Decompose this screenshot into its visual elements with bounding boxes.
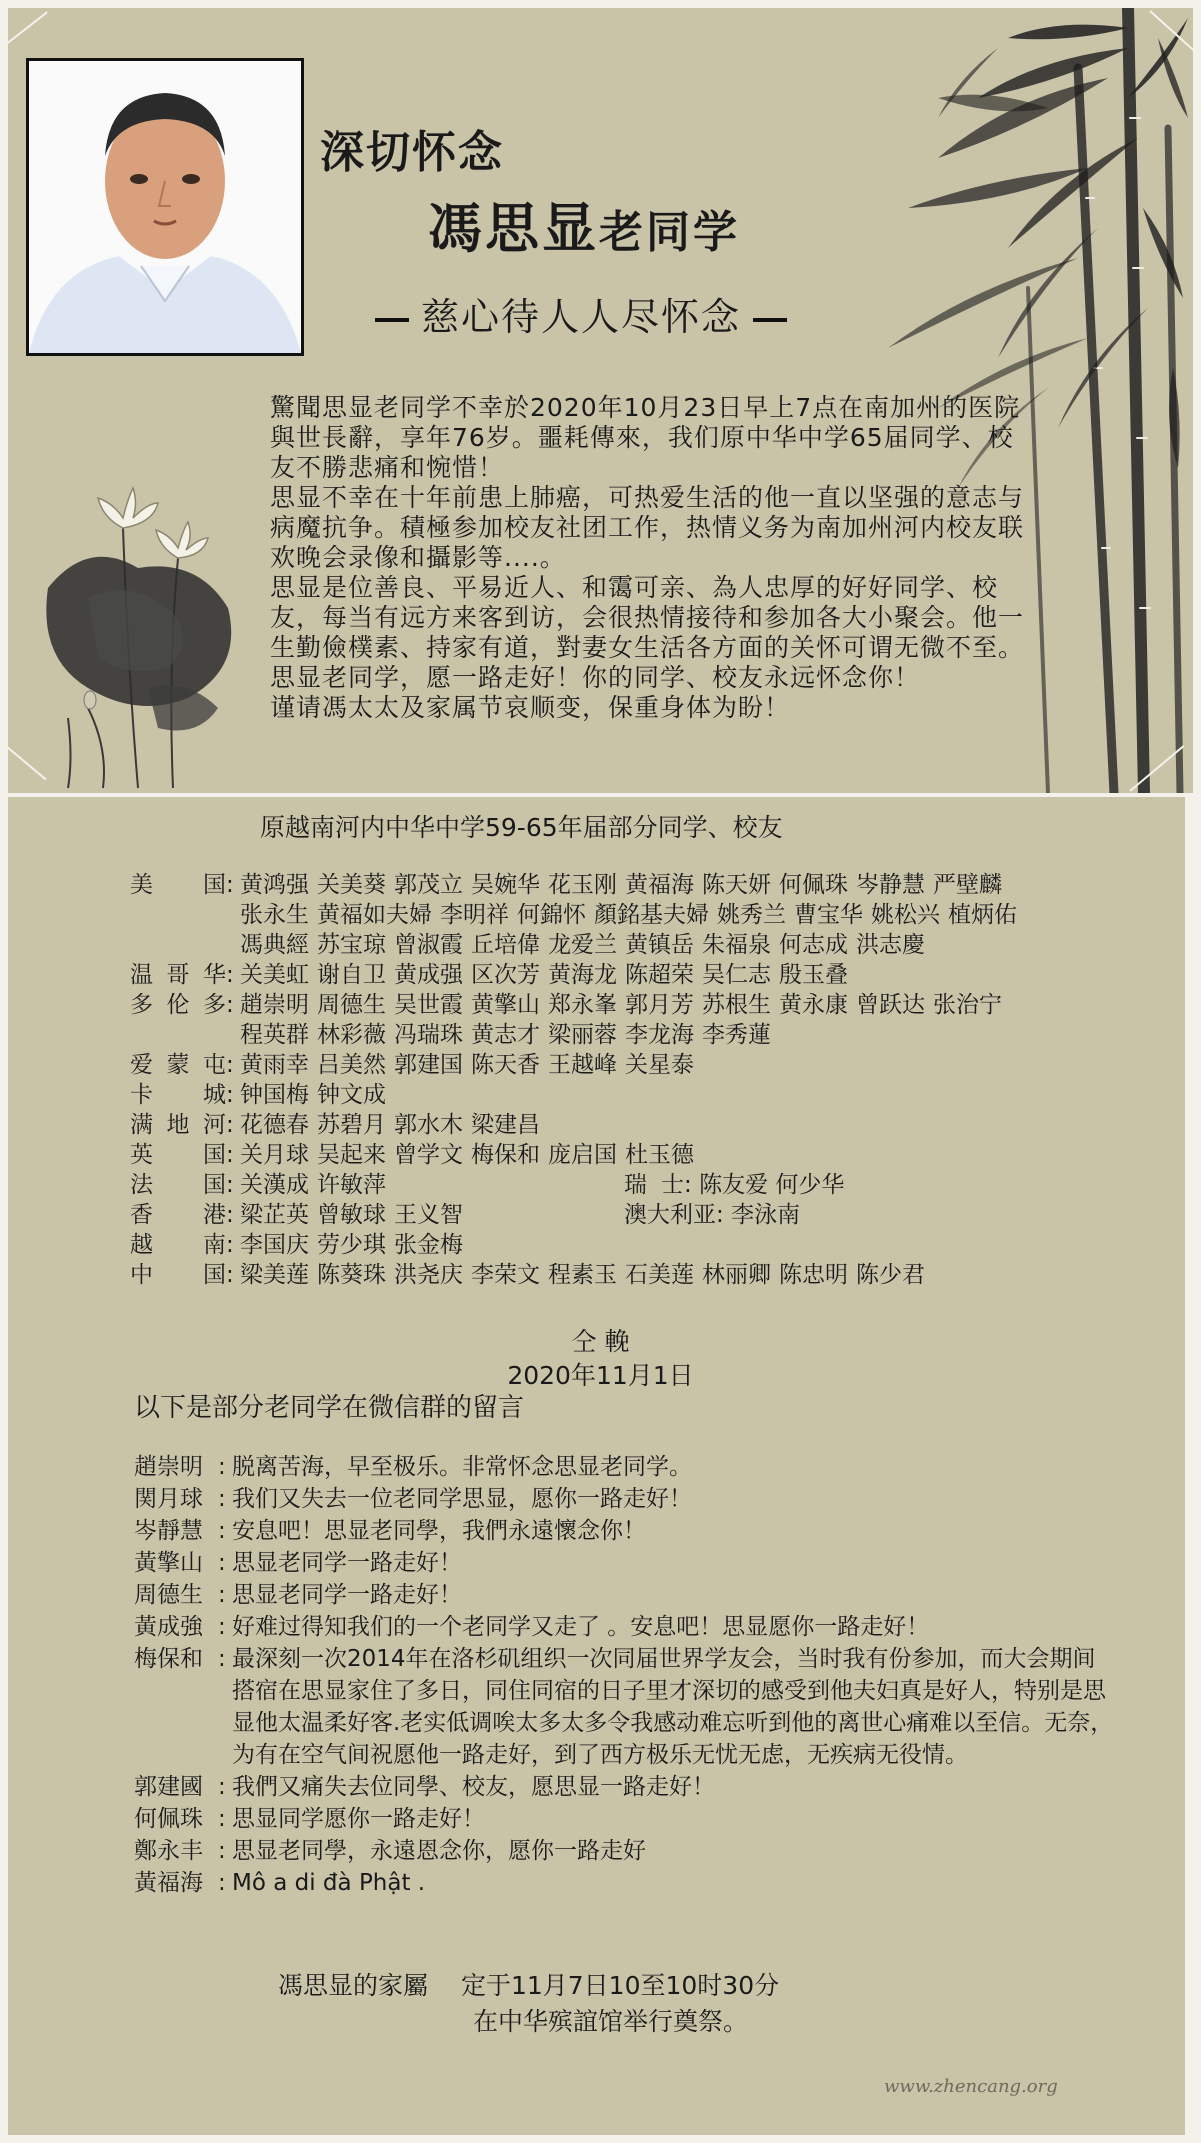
roster-name: 关美葵 <box>317 872 386 898</box>
message-colon: : <box>218 1518 226 1544</box>
roster-name: 黄雨幸 <box>240 1052 309 1078</box>
roster-city: 澳大利亚 <box>624 1202 716 1228</box>
roster-row <box>130 1110 1130 1140</box>
roster-name: 谢自卫 <box>317 962 386 988</box>
roster-city: 爱蒙屯 <box>130 1052 226 1078</box>
message-text: 脱离苦海，早至极乐。非常怀念思显老同学。 <box>232 1454 692 1480</box>
roster-name: 曹宝华 <box>794 902 863 928</box>
roster-colon: : <box>716 1202 732 1228</box>
roster-name: 花德春 <box>240 1112 309 1138</box>
roster-name: 陈友爱 <box>699 1172 769 1198</box>
intro-paragraph: 谨请馮太太及家属节哀顺变，保重身体为盼！ <box>270 693 791 722</box>
message-item <box>134 1835 1114 1867</box>
dash-right <box>753 318 787 322</box>
roster-name: 郭茂立 <box>394 872 463 898</box>
roster-name: 吴起来 <box>317 1142 386 1168</box>
roster-name: 曾学文 <box>394 1142 463 1168</box>
message-text: 我們又痛失去位同學、校友，愿思显一路走好！ <box>232 1774 715 1800</box>
message-colon: : <box>218 1614 226 1640</box>
message-item <box>134 1515 1114 1547</box>
roster-name: 曾敏球 <box>317 1202 386 1228</box>
roster-names <box>240 1260 1130 1290</box>
roster-name: 曾淑霞 <box>394 932 463 958</box>
message-item <box>134 1451 1114 1483</box>
message-text: 思显老同學，永遠恩念你，愿你一路走好 <box>232 1838 646 1864</box>
roster-name: 梅保和 <box>471 1142 540 1168</box>
roster-row <box>130 1140 1130 1170</box>
roster-name: 关漢成 <box>240 1172 309 1198</box>
roster-name: 严壁麟 <box>933 872 1002 898</box>
message-item <box>134 1547 1114 1579</box>
message-item <box>134 1771 1114 1803</box>
message-author: 周德生 <box>134 1582 203 1608</box>
roster-title: 原越南河内中华中学59-65年届部分同学、校友 <box>260 813 783 842</box>
message-author: 関月球 <box>134 1486 203 1512</box>
roster-row <box>130 900 1130 930</box>
roster-name: 吴婉华 <box>471 872 540 898</box>
roster-name: 馮典經 <box>240 932 309 958</box>
roster-city <box>130 1020 226 1050</box>
roster-colon <box>226 900 240 930</box>
roster-name: 吴仁志 <box>702 962 771 988</box>
message-item <box>134 1611 1114 1643</box>
message-text: 我们又失去一位老同学思显，愿你一路走好！ <box>232 1486 692 1512</box>
message-colon: : <box>218 1646 226 1672</box>
roster-name: 何少华 <box>775 1172 845 1198</box>
roster-city: 越南 <box>130 1232 226 1258</box>
site-watermark: www.zhencang.org <box>884 2076 1058 2097</box>
roster-names <box>240 1230 1130 1260</box>
subtitle <box>363 286 799 341</box>
roster-row <box>130 1260 1130 1290</box>
roster-name: 黄镇岳 <box>625 932 694 958</box>
title-remembrance: 深切怀念 <box>320 127 504 178</box>
roster-name: 张永生 <box>240 902 309 928</box>
roster-name: 关美虹 <box>240 962 309 988</box>
roster-name: 黄鸿强 <box>240 872 309 898</box>
message-author: 黃成強 <box>134 1614 203 1640</box>
roster-name: 梁建昌 <box>471 1112 540 1138</box>
roster-name: 王义智 <box>394 1202 463 1228</box>
message-item <box>134 1483 1114 1515</box>
roster-name: 郑永峯 <box>548 992 617 1018</box>
roster-colon: : <box>684 1172 700 1198</box>
message-author: 何佩珠 <box>134 1806 203 1832</box>
message-colon: : <box>218 1838 226 1864</box>
roster-name: 郭建国 <box>394 1052 463 1078</box>
dash-left <box>375 318 409 322</box>
roster-colon <box>226 930 240 960</box>
roster-city: 法国 <box>130 1172 226 1198</box>
message-colon: : <box>218 1550 226 1576</box>
roster-colon: : <box>226 872 234 898</box>
roster-name: 丘培偉 <box>471 932 540 958</box>
roster-name: 岑静慧 <box>856 872 925 898</box>
roster-city: 英国 <box>130 1142 226 1168</box>
intro-paragraph: 思显老同学，愿一路走好！你的同学、校友永远怀念你！ <box>270 663 921 692</box>
roster-names <box>240 1110 1130 1140</box>
roster-name: 林彩薇 <box>317 1022 386 1048</box>
roster-name: 梁芷英 <box>240 1202 309 1228</box>
title-suffix: 老同学 <box>599 207 740 258</box>
roster-name: 陈忠明 <box>779 1262 848 1288</box>
signoff-date: 2020年11月1日 <box>507 1361 694 1390</box>
message-author: 黃擎山 <box>134 1550 203 1576</box>
intro-paragraph: 思显不幸在十年前患上肺癌，可热爱生活的他一直以坚强的意志与病魔抗争。積極参加校友社团工作，热情义务为南加州河内校友联欢晚会录像和攝影等....。 <box>270 483 1025 572</box>
roster-name: 黄永康 <box>779 992 848 1018</box>
message-text: 思显同学愿你一路走好！ <box>232 1806 485 1832</box>
roster-name: 趙崇明 <box>240 992 309 1018</box>
roster-name: 郭水木 <box>394 1112 463 1138</box>
roster-name: 李明祥 <box>440 902 509 928</box>
roster-name: 吕美然 <box>317 1052 386 1078</box>
roster-city: 多伦多 <box>130 992 226 1018</box>
message-item <box>134 1579 1114 1611</box>
roster-name: 吴世霞 <box>394 992 463 1018</box>
message-author: 趙崇明 <box>134 1454 203 1480</box>
roster-australia <box>624 1200 800 1230</box>
roster-city: 温哥华 <box>130 962 226 988</box>
roster-name: 区次芳 <box>471 962 540 988</box>
roster-name: 李泳南 <box>731 1202 801 1228</box>
roster-name: 周德生 <box>317 992 386 1018</box>
message-text: 安息吧！思显老同學，我們永遠懷念你！ <box>232 1518 646 1544</box>
roster-name: 曾跃达 <box>856 992 925 1018</box>
roster-name: 苏宝琼 <box>317 932 386 958</box>
message-author: 梅保和 <box>134 1646 203 1672</box>
deceased-name: 馮思显 <box>428 197 599 260</box>
roster-name: 姚秀兰 <box>717 902 786 928</box>
roster-row <box>130 930 1130 960</box>
roster-name: 李荣文 <box>471 1262 540 1288</box>
roster-name: 郭月芳 <box>625 992 694 1018</box>
roster-names <box>240 900 1130 930</box>
roster-name: 李龙海 <box>625 1022 694 1048</box>
roster-colon: : <box>226 1142 234 1168</box>
roster-name: 王越峰 <box>548 1052 617 1078</box>
roster-row <box>130 1080 1130 1110</box>
roster-row <box>130 1230 1130 1260</box>
roster-name: 何志成 <box>779 932 848 958</box>
roster-city: 卡城 <box>130 1082 226 1108</box>
roster-name: 李国庆 <box>240 1232 309 1258</box>
roster-name: 黄福海 <box>625 872 694 898</box>
message-colon: : <box>218 1582 226 1608</box>
roster-name: 陈超荣 <box>625 962 694 988</box>
roster-name: 钟文成 <box>317 1082 386 1108</box>
roster-city <box>130 900 226 930</box>
roster-name: 程素玉 <box>548 1262 617 1288</box>
roster-names <box>240 930 1130 960</box>
message-item <box>134 1803 1114 1835</box>
roster-colon: : <box>226 1172 234 1198</box>
roster-names <box>240 1140 1130 1170</box>
roster-name: 苏根生 <box>702 992 771 1018</box>
roster-name: 朱福泉 <box>702 932 771 958</box>
messages-list <box>134 1451 1114 1899</box>
roster-city: 美国 <box>130 872 226 898</box>
message-colon: : <box>218 1870 226 1896</box>
roster-name: 林丽卿 <box>702 1262 771 1288</box>
roster-name: 何錦怀 <box>517 902 586 928</box>
roster-name: 陈少君 <box>856 1262 925 1288</box>
roster-name: 冯瑞珠 <box>394 1022 463 1048</box>
roster-name: 梁丽蓉 <box>548 1022 617 1048</box>
message-author: 郭建國 <box>134 1774 203 1800</box>
roster-name: 何佩珠 <box>779 872 848 898</box>
roster-name: 关星泰 <box>625 1052 694 1078</box>
roster-row <box>130 1020 1130 1050</box>
roster-row <box>130 960 1130 990</box>
roster-name: 龙爱兰 <box>548 932 617 958</box>
subtitle-text: 慈心待人人尽怀念 <box>421 295 742 339</box>
roster-name: 黄福如夫婦 <box>317 902 432 928</box>
roster-name: 洪志慶 <box>856 932 925 958</box>
roster-name: 花玉刚 <box>548 872 617 898</box>
roster-name: 顏銘基夫婦 <box>594 902 709 928</box>
roster-city <box>130 930 226 960</box>
memorial-header-panel <box>8 8 1193 793</box>
portrait-photo <box>26 58 304 356</box>
messages-heading: 以下是部分老同学在微信群的留言 <box>134 1393 525 1423</box>
roster-name: 劳少琪 <box>317 1232 386 1258</box>
roster-name: 李秀蓮 <box>702 1022 771 1048</box>
message-text: 思显老同学一路走好！ <box>232 1582 462 1608</box>
message-author: 岑靜慧 <box>134 1518 203 1544</box>
intro-paragraph: 驚聞思显老同学不幸於2020年10月23日早上7点在南加州的医院與世長辭，享年76岁。噩耗傳來，我们原中华中学65届同学、校友不勝悲痛和惋惜！ <box>270 393 1021 482</box>
roster-name: 殷玉叠 <box>779 962 848 988</box>
title-name <box>428 186 740 263</box>
roster-name: 梁美莲 <box>240 1262 309 1288</box>
roster-colon: : <box>226 992 234 1018</box>
intro-text <box>270 393 1030 723</box>
roster-city: 满地河 <box>130 1112 226 1138</box>
roster-colon: : <box>226 1262 234 1288</box>
roster-name: 庞启国 <box>548 1142 617 1168</box>
roster-city: 香港 <box>130 1202 226 1228</box>
message-text: 最深刻一次2014年在洛杉矶组织一次同届世界学友会，当时我有份参加，而大会期间搭宿在思显家住了多日，同住同宿的日子里才深切的感受到他夫妇真是好人，特别是思显他太温柔好客.老实低调唉太多太多令我感动难忘听到他的离世心痛难以至信。无奈，为有在空气间祝愿他一路走好，到了西方极乐无忧无虑，无疾病无役情。 <box>232 1646 1114 1768</box>
message-text: Mô a di đà Phật . <box>232 1870 426 1896</box>
intro-paragraph: 思显是位善良、平易近人、和霭可亲、為人忠厚的好好同学、校友，每当有远方来客到访，会很热情接待和参加各大小聚会。他一生勤儉樸素、持家有道，對妻女生活各方面的关怀可谓无微不至。 <box>270 573 1025 662</box>
roster-colon: : <box>226 1202 234 1228</box>
roster-name: 钟国梅 <box>240 1082 309 1108</box>
signoff: 仝 輓 <box>571 1327 630 1356</box>
roster-names <box>240 1080 1130 1110</box>
roster-name: 苏碧月 <box>317 1112 386 1138</box>
message-item <box>134 1867 1114 1899</box>
roster-name: 杜玉德 <box>625 1142 694 1168</box>
roster-row <box>130 870 1130 900</box>
roster-name: 程英群 <box>240 1022 309 1048</box>
roster-name: 陈天妍 <box>702 872 771 898</box>
roster-name: 张金梅 <box>394 1232 463 1258</box>
roster-names <box>240 1020 1130 1050</box>
message-text: 思显老同学一路走好！ <box>232 1550 462 1576</box>
roster-name: 张治宁 <box>933 992 1002 1018</box>
roster-names <box>240 1050 1130 1080</box>
roster-colon: : <box>226 962 234 988</box>
roster-name: 植炳佑 <box>948 902 1017 928</box>
roster-names <box>240 960 1130 990</box>
roster-name: 关月球 <box>240 1142 309 1168</box>
roster-names <box>240 990 1130 1020</box>
roster-name: 陈天香 <box>471 1052 540 1078</box>
message-item <box>134 1643 1114 1771</box>
message-colon: : <box>218 1806 226 1832</box>
message-author: 鄭永丰 <box>134 1838 203 1864</box>
roster-name: 黄成强 <box>394 962 463 988</box>
message-colon: : <box>218 1454 226 1480</box>
roster-row <box>130 990 1130 1020</box>
roster-switzerland <box>624 1170 844 1200</box>
funeral-notice-line1: 馮思显的家屬 定于11月7日10至10时30分 <box>278 1971 780 2000</box>
roster-name: 洪尧庆 <box>394 1262 463 1288</box>
message-text: 好难过得知我们的一个老同学又走了 。安息吧！思显愿你一路走好！ <box>232 1614 930 1640</box>
message-author: 黃福海 <box>134 1870 203 1896</box>
roster-city: 瑞士 <box>624 1172 684 1198</box>
roster-names <box>240 870 1130 900</box>
roster-colon: : <box>226 1052 234 1078</box>
roster-name: 黄擎山 <box>471 992 540 1018</box>
roster-name: 石美莲 <box>625 1262 694 1288</box>
roster-city: 中国 <box>130 1262 226 1288</box>
roster-colon: : <box>226 1082 234 1108</box>
roster-colon: : <box>226 1112 234 1138</box>
roster-colon <box>226 1020 240 1050</box>
roster-name: 陈葵珠 <box>317 1262 386 1288</box>
roster-name: 黄海龙 <box>548 962 617 988</box>
roster-name: 许敏萍 <box>317 1172 386 1198</box>
roster-colon: : <box>226 1232 234 1258</box>
funeral-notice-line2: 在中华殡誼馆举行奠祭。 <box>473 2007 749 2036</box>
roster-row <box>130 1050 1130 1080</box>
roster-name: 姚松兴 <box>871 902 940 928</box>
roster-name: 黄志才 <box>471 1022 540 1048</box>
lotus-illustration <box>28 468 258 793</box>
message-colon: : <box>218 1774 226 1800</box>
message-colon: : <box>218 1486 226 1512</box>
